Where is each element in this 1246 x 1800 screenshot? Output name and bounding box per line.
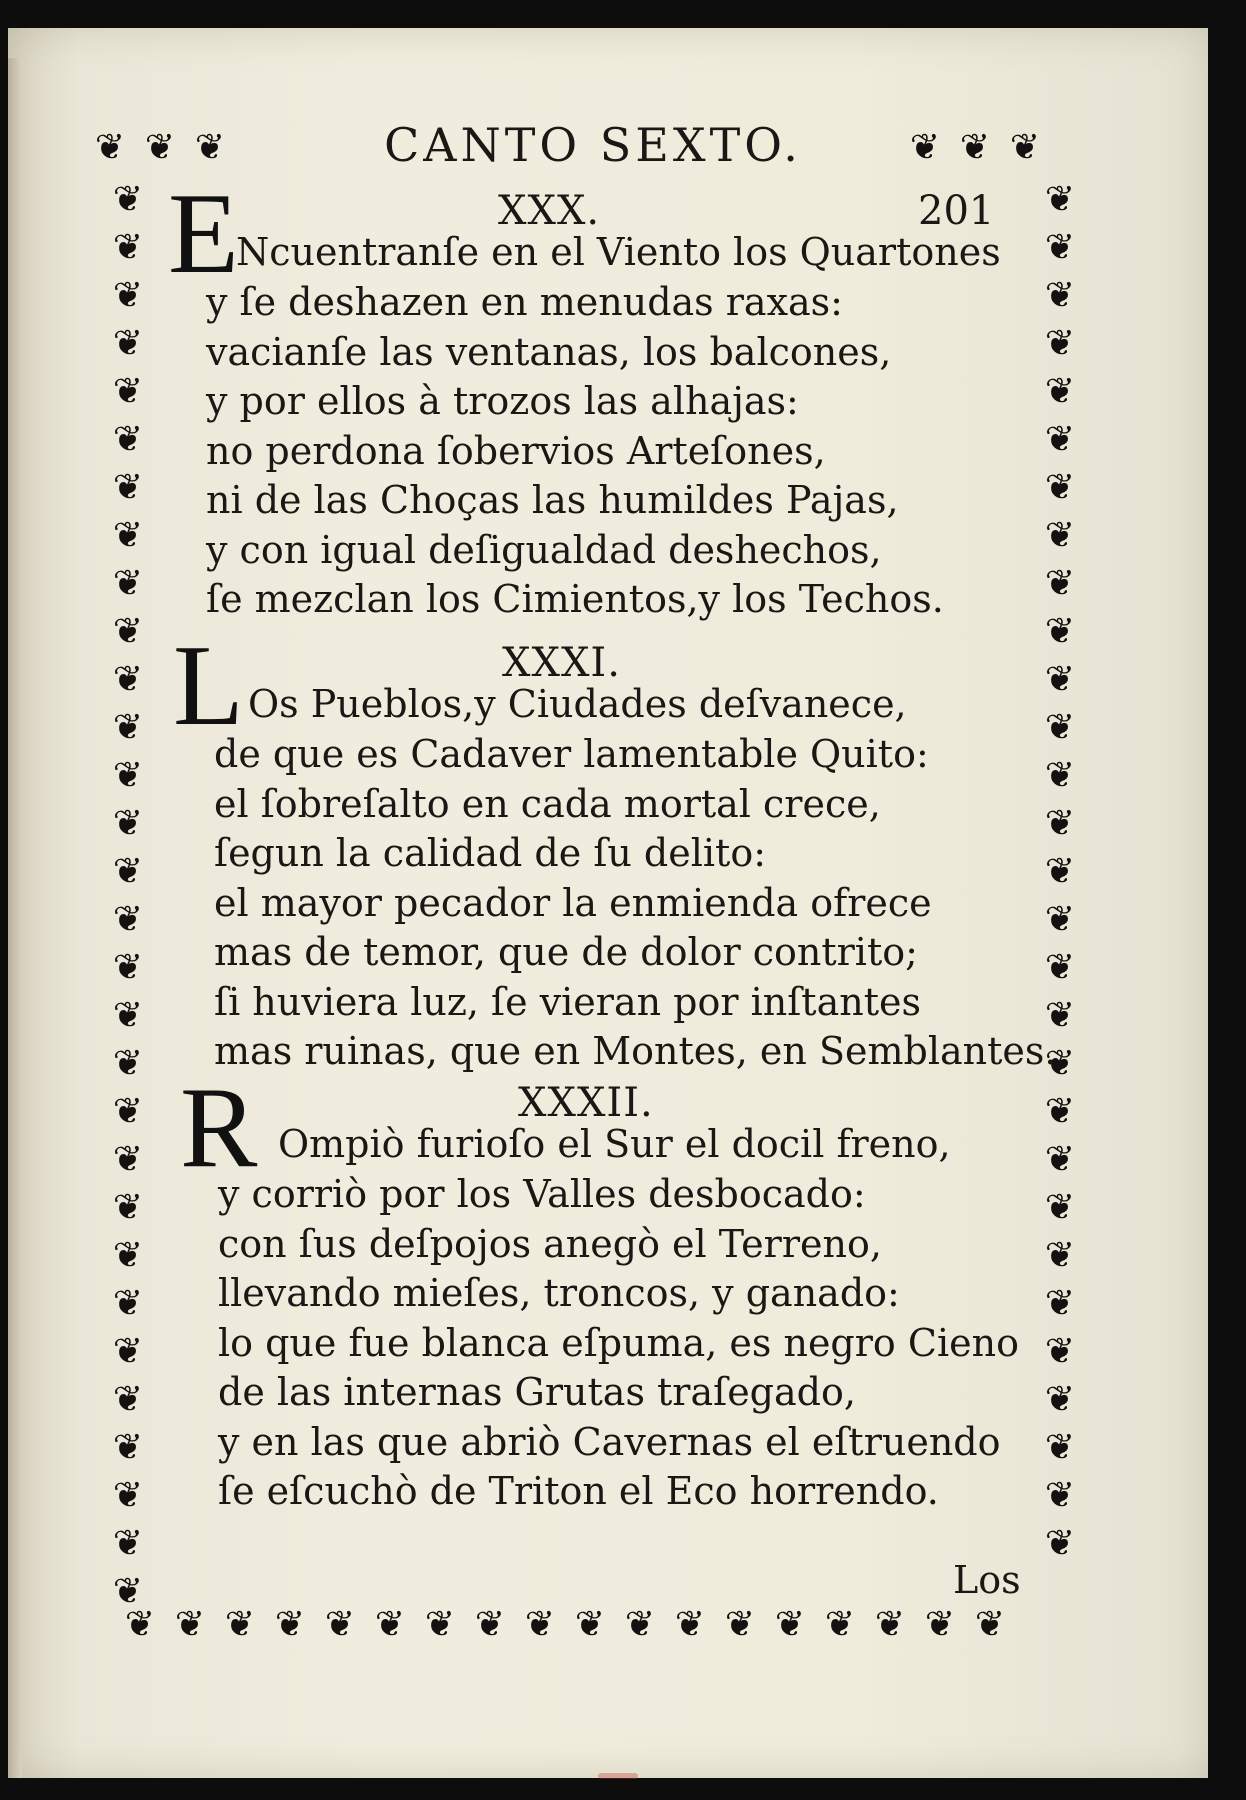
verse-line: lo que fue blanca eſpuma, es negro Cieno xyxy=(218,1320,1019,1365)
fleuron-icon: ❦ xyxy=(674,1604,706,1645)
book-page xyxy=(8,28,1208,1778)
verse-line: de las internas Grutas traſegado, xyxy=(218,1370,856,1414)
fleuron-icon: ❦ xyxy=(1009,127,1041,168)
fleuron-icon: ❦ xyxy=(1044,755,1076,796)
stanza-number: XXXII. xyxy=(518,1080,654,1126)
fleuron-icon: ❦ xyxy=(974,1604,1006,1645)
verse-line: ſegun la calidad de ſu delito: xyxy=(214,831,767,875)
stanza-lines xyxy=(214,730,1056,1077)
fleuron-icon: ❦ xyxy=(112,995,144,1036)
fleuron-icon: ❦ xyxy=(112,1571,144,1612)
fleuron-icon: ❦ xyxy=(112,419,144,460)
fleuron-icon: ❦ xyxy=(112,227,144,268)
top-right-ornaments xyxy=(903,126,1047,170)
fleuron-icon: ❦ xyxy=(1044,467,1076,508)
fleuron-icon: ❦ xyxy=(959,127,991,168)
fleuron-icon: ❦ xyxy=(112,755,144,796)
fleuron-icon: ❦ xyxy=(174,1604,206,1645)
verse-line: Os Pueblos,y Ciudades deſvanece, xyxy=(248,682,907,726)
fleuron-icon: ❦ xyxy=(1044,419,1076,460)
fleuron-icon: ❦ xyxy=(112,1091,144,1132)
verse-line: ſe mezclan los Cimientos,y los Techos. xyxy=(206,577,944,621)
fleuron-icon: ❦ xyxy=(724,1604,756,1645)
bottom-ornament-border xyxy=(118,1603,1012,1647)
fleuron-icon: ❦ xyxy=(924,1604,956,1645)
left-ornament-border xyxy=(106,178,150,1614)
fleuron-icon: ❦ xyxy=(124,1604,156,1645)
fleuron-icon: ❦ xyxy=(224,1604,256,1645)
fleuron-icon: ❦ xyxy=(1044,1427,1076,1468)
fleuron-icon: ❦ xyxy=(112,467,144,508)
fleuron-icon: ❦ xyxy=(112,1427,144,1468)
fleuron-icon: ❦ xyxy=(1044,1475,1076,1516)
fleuron-icon: ❦ xyxy=(1044,563,1076,604)
fleuron-icon: ❦ xyxy=(1044,1331,1076,1372)
verse-line: ſi huviera luz, ſe vieran por inſtantes xyxy=(214,979,921,1024)
fleuron-icon: ❦ xyxy=(1044,323,1076,364)
fleuron-icon: ❦ xyxy=(1044,227,1076,268)
fleuron-icon: ❦ xyxy=(324,1604,356,1645)
verse-line: mas ruinas, que en Montes, en Semblantes. xyxy=(214,1029,1057,1073)
fleuron-icon: ❦ xyxy=(112,1043,144,1084)
fleuron-icon: ❦ xyxy=(112,1187,144,1228)
fleuron-icon: ❦ xyxy=(112,179,144,220)
verse-line: mas de temor, que de dolor contrito; xyxy=(214,930,918,974)
fleuron-icon: ❦ xyxy=(112,1523,144,1564)
fleuron-icon: ❦ xyxy=(112,1475,144,1516)
fleuron-icon: ❦ xyxy=(112,1283,144,1324)
facing-page-edge xyxy=(8,58,22,1778)
verse-line: no perdona ſobervios Arteſones, xyxy=(206,428,826,473)
verse-line: ſe eſcuchò de Triton el Eco horrendo. xyxy=(218,1469,939,1513)
verse-line: ni de las Choças las humildes Pajas, xyxy=(206,478,899,522)
fleuron-icon: ❦ xyxy=(1044,611,1076,652)
fleuron-icon: ❦ xyxy=(112,803,144,844)
fleuron-icon: ❦ xyxy=(112,899,144,940)
top-left-ornaments xyxy=(88,126,232,170)
stanza-lines xyxy=(248,680,907,730)
verse-line: Ncuentranſe en el Viento los Quartones xyxy=(236,230,1001,274)
stanza-lines xyxy=(236,228,1001,278)
fleuron-icon: ❦ xyxy=(112,659,144,700)
stanza-number: XXXI. xyxy=(502,640,621,686)
verse-line: el mayor pecador la enmienda ofrece xyxy=(214,880,932,925)
fleuron-icon: ❦ xyxy=(1044,707,1076,748)
fleuron-icon: ❦ xyxy=(1044,515,1076,556)
fleuron-icon: ❦ xyxy=(112,515,144,556)
fleuron-icon: ❦ xyxy=(1044,1187,1076,1228)
stanza-lines xyxy=(218,1170,1019,1517)
drop-cap: R xyxy=(180,1064,258,1192)
fleuron-icon: ❦ xyxy=(94,127,126,168)
fleuron-icon: ❦ xyxy=(274,1604,306,1645)
verse-line: y con igual deſigualdad deshechos, xyxy=(206,527,882,572)
fleuron-icon: ❦ xyxy=(112,947,144,988)
fleuron-icon: ❦ xyxy=(1044,947,1076,988)
catchword: Los xyxy=(953,1558,1021,1602)
fleuron-icon: ❦ xyxy=(1044,851,1076,892)
running-title: CANTO SEXTO. xyxy=(384,118,802,172)
drop-cap: E xyxy=(168,170,239,298)
fleuron-icon: ❦ xyxy=(144,127,176,168)
verse-line: Ompiò furioſo el Sur el docil freno, xyxy=(278,1122,951,1166)
drop-cap: L xyxy=(173,622,244,750)
fleuron-icon: ❦ xyxy=(112,371,144,412)
fleuron-icon: ❦ xyxy=(1044,1283,1076,1324)
ink-stain xyxy=(598,1773,638,1779)
fleuron-icon: ❦ xyxy=(1044,899,1076,940)
fleuron-icon: ❦ xyxy=(824,1604,856,1645)
fleuron-icon: ❦ xyxy=(112,707,144,748)
fleuron-icon: ❦ xyxy=(1044,803,1076,844)
verse-line: con ſus deſpojos anegò el Terreno, xyxy=(218,1221,882,1266)
verse-line: el ſobreſalto en cada mortal crece, xyxy=(214,781,881,826)
fleuron-icon: ❦ xyxy=(424,1604,456,1645)
fleuron-icon: ❦ xyxy=(1044,1379,1076,1420)
fleuron-icon: ❦ xyxy=(112,1139,144,1180)
fleuron-icon: ❦ xyxy=(194,127,226,168)
fleuron-icon: ❦ xyxy=(112,611,144,652)
fleuron-icon: ❦ xyxy=(374,1604,406,1645)
fleuron-icon: ❦ xyxy=(624,1604,656,1645)
fleuron-icon: ❦ xyxy=(774,1604,806,1645)
fleuron-icon: ❦ xyxy=(1044,1235,1076,1276)
fleuron-icon: ❦ xyxy=(524,1604,556,1645)
stanza-lines xyxy=(206,278,944,625)
fleuron-icon: ❦ xyxy=(909,127,941,168)
fleuron-icon: ❦ xyxy=(112,851,144,892)
stanza-number: XXX. xyxy=(498,188,601,234)
verse-line: y corriò por los Valles desbocado: xyxy=(218,1172,866,1216)
fleuron-icon: ❦ xyxy=(1044,371,1076,412)
fleuron-icon: ❦ xyxy=(1044,275,1076,316)
fleuron-icon: ❦ xyxy=(112,275,144,316)
fleuron-icon: ❦ xyxy=(574,1604,606,1645)
fleuron-icon: ❦ xyxy=(1044,1043,1076,1084)
fleuron-icon: ❦ xyxy=(874,1604,906,1645)
fleuron-icon: ❦ xyxy=(112,323,144,364)
verse-line: vacianſe las ventanas, los balcones, xyxy=(206,329,892,374)
fleuron-icon: ❦ xyxy=(1044,1523,1076,1564)
fleuron-icon: ❦ xyxy=(1044,995,1076,1036)
verse-line: y por ellos à trozos las alhajas: xyxy=(206,379,799,423)
verse-line: y en las que abriò Cavernas el eſtruendo xyxy=(218,1419,1001,1464)
fleuron-icon: ❦ xyxy=(112,1379,144,1420)
fleuron-icon: ❦ xyxy=(112,1331,144,1372)
fleuron-icon: ❦ xyxy=(1044,179,1076,220)
fleuron-icon: ❦ xyxy=(1044,1091,1076,1132)
page-number: 201 xyxy=(918,188,995,234)
stanza-lines xyxy=(278,1120,951,1170)
fleuron-icon: ❦ xyxy=(112,1235,144,1276)
verse-line: y ſe deshazen en menudas raxas: xyxy=(206,280,843,324)
fleuron-icon: ❦ xyxy=(1044,1139,1076,1180)
fleuron-icon: ❦ xyxy=(1044,659,1076,700)
verse-line: de que es Cadaver lamentable Quito: xyxy=(214,732,929,776)
fleuron-icon: ❦ xyxy=(474,1604,506,1645)
fleuron-icon: ❦ xyxy=(112,563,144,604)
verse-line: llevando mieſes, troncos, y ganado: xyxy=(218,1271,900,1315)
